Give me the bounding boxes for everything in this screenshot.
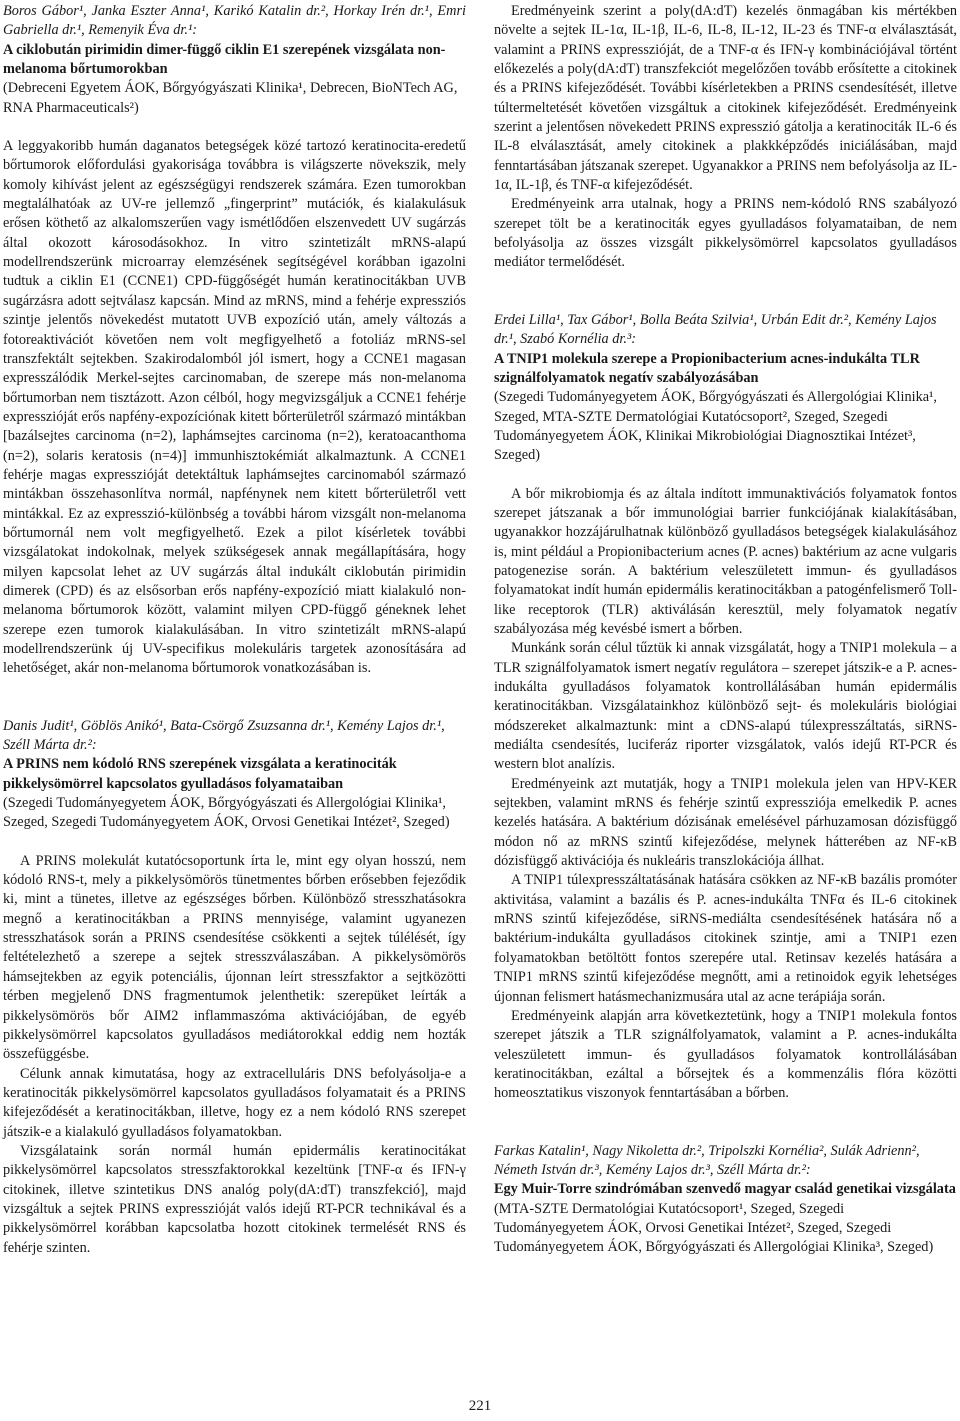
article3-body-paragraph: A bőr mikrobiomja és az általa indított immunaktivációs folyamatok fontos szerepet játszanak a bőr immunológiai barrier funkciójának kialakításában, ugyanakkor hozzájárulhatnak különböző gyulladásos betegségek kialakulásához is, mint például a Propionibacterium acnes (P. acnes) baktérium az acne vulgaris patogenezise során. A baktérium veleszületett immun- és gyulladásos folyamatokat indít humán epidermális keratinocitákban a patogénfelismerő Toll-like receptorok (TLR) aktiválásán keresztül, mely folyamatok negatív szabályozása még kevésbé ismert a bőrben. [494,485,957,637]
article3-title: A TNIP1 molekula szerepe a Propionibacterium acnes-indukálta TLR szignálfolyamatok negatív szabályozásában [494,350,920,386]
article2-body-paragraph: Célunk annak kimutatása, hogy az extracelluláris DNS befolyásolja-e a keratinociták pikkelysömörrel kapcsolatos gyulladásos folyamatait és a PRINS kifejeződését a keratinocitákban, illetve, hogy ez a nem kódoló RNS szerepet játszik-e a kialakuló gyulladásos folyamatokban. [3,1065,466,1140]
article1-affiliation: (Debreceni Egyetem ÁOK, Bőrgyógyászati Klinika¹, Debrecen, BioNTech AG, RNA Pharmaceuticals²) [3,80,458,116]
left-column [3,2,466,1258]
article1-authors: Boros Gábor¹, Janka Eszter Anna¹, Karikó Katalin dr.², Horkay Irén dr.¹, Emri Gabriella dr.¹, Remenyik Éva dr.¹: [3,3,466,39]
article4-title: Egy Muir-Torre szindrómában szenvedő magyar család genetikai vizsgálata [494,1181,956,1198]
article3-body-paragraph: Eredményeink azt mutatják, hogy a TNIP1 molekula jelen van HPV-KER sejtekben, valamint mRNS és fehérje szintű expressziója emelkedik P. acnes kezelés hatására. A baktérium dózisának emelésével párhuzamosan dózisfüggő módon nő az mRNS szintű kifejeződése, melynek hátterében az NF-κB dózisfüggő aktivációja és nukleáris transzlokációja állhat. [494,775,957,870]
article3-authors: Erdei Lilla¹, Tax Gábor¹, Bolla Beáta Szilvia¹, Urbán Edit dr.², Kemény Lajos dr.¹, Szabó Kornélia dr.³: [494,311,937,348]
article3-body-paragraph: A TNIP1 túlexpresszáltatásának hatására csökken az NF-κB bazális promóter aktivitása, valamint a bazális és P. acnes-indukálta TNFα és IL-6 citokinek mRNS szintű kifejeződése, siRNS-mediálta csendesítésének hatására nő a baktérium-indukálta gyulladásos citokinek szintje, ami a TNIP1 ezen folyamatokban betöltött fontos szerepére utal. Retinsav kezelés hatására a TNIP1 mRNS szintű kifejeződése megnőtt, ami a retinoidok egyik lehetséges újonnan felismert hatásmechanizmusára utal az acne terápiája során. [494,872,957,1005]
article2-authors: Danis Judit¹, Göblös Anikó¹, Bata-Csörgő Zsuzsanna dr.¹, Kemény Lajos dr.¹, Széll Márta dr.²: [3,717,445,754]
article3-body-paragraph: Eredményeink alapján arra következtetünk, hogy a TNIP1 molekula fontos szerepet játszik a TLR szignálfolyamatok, valamint a P. acnes-indukálta veleszületett immun- és gyulladásos folyamatok kontrollálásában keratinocitákban, ezáltal a bőrsejtek és a kommenzális flóra közötti homeosztatikus viszonyok fenntartásában a bőrben. [494,1007,957,1102]
article3-body-paragraph: Munkánk során célul tűztük ki annak vizsgálatát, hogy a TNIP1 molekula – a TLR szignálfolyamatok ismert negatív regulátora – szerepet játszik-e a P. acnes-indukálta gyulladásos folyamatok kontrollálásában humán epidermális keratinocitákban. Vizsgálatainkhoz különböző sejt- és molekuláris biológiai módszereket alkalmaztunk: mint a cDNS-alapú túlexpresszáltatás, siRNS-mediálta csendesítés, luciferáz riporter vizsgálatok, valós idejű RT-PCR és western blot analízis. [494,640,957,773]
article2-body-paragraph: Eredményeink szerint a poly(dA:dT) kezelés önmagában kis mértékben növelte a sejtek IL-1α, IL-1β, IL-6, IL-8, IL-12, IL-23 és TNF-α elválasztását, valamint a PRINS expresszióját, de a TNF-α és IFN-γ kombinációjával történt előkezelés a poly(dA:dT) transzfekciót megelőzően tovább erősítette a citokinek és a PRINS kifejeződését. További kísérletekben a PRINS csendesítését, illetve túltermeltetését követően vizsgáltuk a citokinek kifejeződését. Eredményeink szerint a jelentősen növekedett PRINS expresszió gátolja a keratinociták IL-6 és IL-8 elválasztását, amely citokinek a plakkképződés iniciálásában, majd fenntartásában játszanak szerepet. Ugyanakkor a PRINS nem befolyásolja az IL-1α, IL-1β, és TNF-α kifejeződését. [494,3,957,194]
right-column [494,2,957,1258]
article4-authors: Farkas Katalin¹, Nagy Nikoletta dr.², Tripolszki Kornélia², Sulák Adrienn², Németh István dr.³, Kemény Lajos dr.³, Széll Márta dr.²: [494,1142,920,1178]
article1-title: A ciklobután pirimidin dimer-függő ciklin E1 szerepének vizsgálata non-melanoma bőrtumorokban [3,41,446,78]
article1-body-paragraph: A leggyakoribb humán daganatos betegségek közé tartozó keratinocita-eredetű bőrtumorok előfordulási gyakorisága továbbra is világszerte növekszik, mely komoly kihívást jelent az egészségügyi rendszerek számára. Ezen tumorokban megtalálhatóak az UV-re jellemző „fingerprint” mutációk, és kialakulásuk erősen köthető az alkalomszerűen vagy ismétlődően elszenvedett UV sugárzás által okozott károsodásokhoz. In vitro szintetizált mRNS-alapú modellrendszerünk microarray elemzésének segítségével korábban igazolni tudtuk a ciklin E1 (CCNE1) CPD-függőségét humán keratinocitákban UVB sugárzásra adott sejtválasz kapcsán. Mind az mRNS, mind a fehérje expressziós szintje jelentős növekedést mutatott UVB expozíció után, amely változás a fotoreaktivációt követően nem volt megfigyelhető a fotoliáz mRNS-sel transzfektált sejtekben. Szakirodalomból jól ismert, hogy a CCNE1 magasan expresszálódik Merkel-sejtes carcinomaban, de szerepe más non-melanoma bőrtumorban nem tisztázott. Azon célból, hogy megvizsgáljuk a CCNE1 fehérje expresszióját erős napfény-expozíciónak kitett bőrterületről származó mintákban [bazálsejtes carcinoma (n=2), laphámsejtes carcinoma (n=2), keratoacanthoma (n=2), solaris keratosis (n=4)] immunhisztokémiát alkalmaztunk. A CCNE1 fehérje magas expresszióját detektáltuk laphámsejtes carcinomaból származó mintákban összehasonlítva normál, napfénynek nem kitett bőrterületről vett mintákkal. Ez az expresszió-különbség a további három vizsgált non-melanoma bőrtumornál nem volt megfigyelhető. Ezek a pilot kísérletek további vizsgálatokat indokolnak, melyek szükségesek annak megállapítására, hogy milyen kapcsolat lehet az UV sugárzás által indukált ciklobután pirimidin dimerek (CPD) és az elsősorban erős napfény-expozíció miatt kialakuló non-melanoma bőrtumorok között, valamint milyen CPD-függő géneknek lehet szerepe ezen tumorok kialakulásában. In vitro szintetizált mRNS-alapú modellrendszerünk új UV-specifikus molekuláris targetek azonosítására ad lehetőséget, akár non-melanoma bőrtumorok vonatkozásában is. [3,138,466,677]
page-number: 221 [468,1398,492,1414]
article2-body-paragraph: A PRINS molekulát kutatócsoportunk írta le, mint egy olyan hosszú, nem kódoló RNS-t, mely a pikkelysömörös tünetmentes bőrben erősebben fejeződik ki, mint a tünetes, illetve az egészséges bőrben. Különböző stresszhatásokra megnő a keratinocitákban a PRINS mennyisége, valamint ugyanezen stresszhatások során a PRINS csendesítése csökkenti a sejtek túlélését, így feltételezhető a szerepe a sejtek stresszválaszában. A pikkelysömörös hámsejtekben az egyik potenciális, újonnan leírt stresszfaktor a sejtközötti térben megjelenő DNS fragmentumok jelenthetik: szerepüket leírták a pikkelysömörös bőr AIM2 inflammaszóma aktivációjában, de egyéb pikkelysömörrel kapcsolatos gyulladásos mediátorokkal eddig nem hozták összefüggésbe. [3,852,466,1063]
article2-affiliation: (Szegedi Tudományegyetem ÁOK, Bőrgyógyászati és Allergológiai Klinika¹, Szeged, Szegedi Tudományegyetem ÁOK, Orvosi Genetikai Intézet², Szeged) [3,795,450,831]
article2-body-paragraph: Vizsgálataink során normál humán epidermális keratinocitákat pikkelysömörrel kapcsolatos stresszfaktorokkal kezeltünk [TNF-α és IFN-γ citokinek, illetve szintetikus DNS analóg poly(dA:dT) transzfekció], majd vizsgáltuk a sejtek PRINS expresszióját valós idejű RT-PCR technikával és a pikkelysömörrel korábban kapcsolatba hozott citokinek termelését RNS és fehérje szinten. [3,1142,466,1256]
article2-body-paragraph: Eredményeink arra utalnak, hogy a PRINS nem-kódoló RNS szabályozó szerepet tölt be a keratinociták egyes gyulladásos folyamataiban, de nem befolyásolja az összes vizsgált pikkelysömörrel kapcsolatos gyulladásos mediátor termelődését. [494,196,957,271]
article3-affiliation: (Szegedi Tudományegyetem ÁOK, Bőrgyógyászati és Allergológiai Klinika¹, Szeged, MTA-SZTE Dermatológiai Kutatócsoport², Szeged, Szegedi Tudományegyetem ÁOK, Klinikai Mikrobiológiai Diagnosztikai Intézet³, Szeged) [494,389,937,464]
article2-title: A PRINS nem kódoló RNS szerepének vizsgálata a keratinociták pikkelysömörrel kapcsolatos gyulladásos folyamataiban [3,756,397,792]
article4-affiliation: (MTA-SZTE Dermatológiai Kutatócsoport¹, Szeged, Szegedi Tudományegyetem ÁOK, Orvosi Genetikai Intézet², Szeged, Szegedi Tudományegyetem ÁOK, Bőrgyógyászati és Allergológiai Klinika³, Szeged) [494,1200,934,1256]
